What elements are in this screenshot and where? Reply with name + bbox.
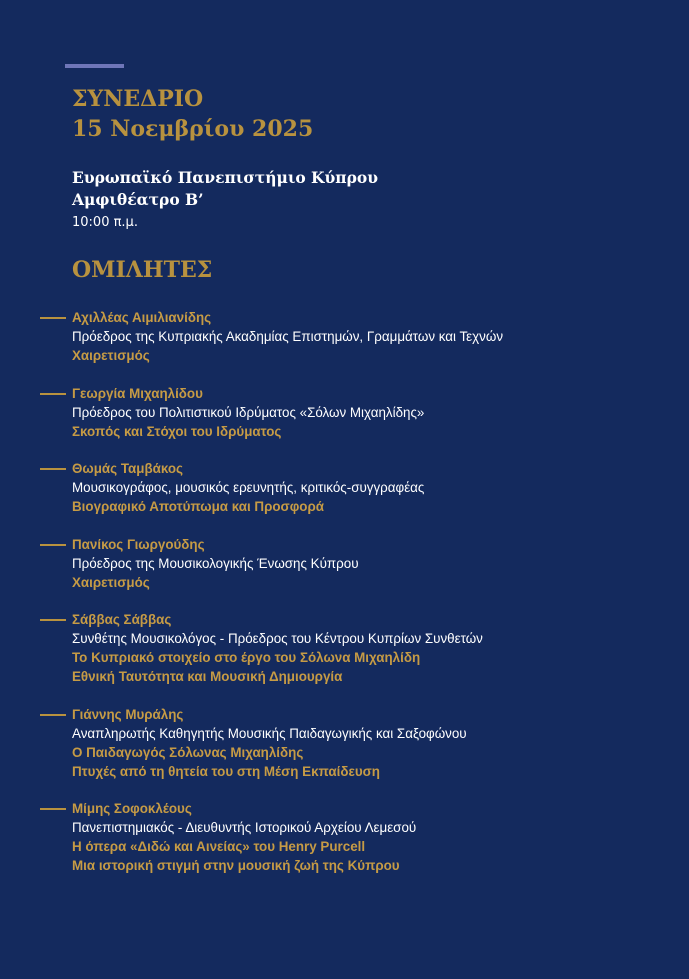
dash-icon xyxy=(40,714,66,716)
speaker-role: Πρόεδρος της Μουσικολογικής Ένωσης Κύπρου xyxy=(72,556,359,571)
speaker-role: Μουσικογράφος, μουσικός ερευνητής, κριτικός-συγγραφέας xyxy=(72,480,425,495)
speaker-entry xyxy=(40,308,680,365)
speaker-role: Συνθέτης Μουσικολόγος - Πρόεδρος του Κέντρου Κυπρίων Συνθετών xyxy=(72,631,483,646)
speaker-topic: Σκοπός και Στόχοι του Ιδρύματος xyxy=(72,424,282,439)
speaker-entry xyxy=(40,535,680,592)
accent-bar xyxy=(65,64,124,68)
speaker-topic: Εθνική Ταυτότητα και Μουσική Δημιουργία xyxy=(72,669,343,684)
speaker-name: Σάββας Σάββας xyxy=(72,612,172,627)
speaker-entry xyxy=(40,459,680,516)
dash-icon xyxy=(40,317,66,319)
speaker-topic: Πτυχές από τη θητεία του στη Μέση Εκπαίδευση xyxy=(72,764,380,779)
dash-icon xyxy=(40,393,66,395)
speaker-topic: Χαιρετισμός xyxy=(72,348,150,363)
speaker-entry xyxy=(40,610,680,686)
speaker-name: Αχιλλέας Αιμιλιανίδης xyxy=(72,310,212,325)
speaker-entry xyxy=(40,705,680,781)
speaker-name: Θωμάς Ταμβάκος xyxy=(72,461,184,476)
speaker-role: Αναπληρωτής Καθηγητής Μουσικής Παιδαγωγικής και Σαξοφώνου xyxy=(72,726,467,741)
conference-title xyxy=(72,84,313,144)
event-time: 10:00 π.μ. xyxy=(72,215,138,230)
conference-date: 15 Νοεμβρίου 2025 xyxy=(72,116,314,142)
title-line-1: ΣΥΝΕΔΡΙΟ xyxy=(72,86,204,112)
speaker-entry xyxy=(40,384,680,441)
dash-icon xyxy=(40,808,66,810)
dash-icon xyxy=(40,468,66,470)
speaker-role: Πρόεδρος του Πολιτιστικού Ιδρύματος «Σόλων Μιχαηλίδης» xyxy=(72,405,425,420)
venue-name: Ευρωπαϊκό Πανεπιστήμιο Κύπρου xyxy=(72,168,379,187)
speaker-role: Πρόεδρος της Κυπριακής Ακαδημίας Επιστημών, Γραμμάτων και Τεχνών xyxy=(72,329,504,344)
speaker-name: Γιάννης Μυράλης xyxy=(72,707,184,722)
dash-icon xyxy=(40,619,66,621)
speaker-topic: Βιογραφικό Αποτύπωμα και Προσφορά xyxy=(72,499,324,514)
speaker-name: Γεωργία Μιχαηλίδου xyxy=(72,386,203,401)
dash-icon xyxy=(40,544,66,546)
speaker-topic: Ο Παιδαγωγός Σόλωνας Μιχαηλίδης xyxy=(72,745,304,760)
speaker-topic: Χαιρετισμός xyxy=(72,575,150,590)
speaker-name: Πανίκος Γιωργούδης xyxy=(72,537,205,552)
venue-room: Αμφιθέατρο Β’ xyxy=(72,190,204,209)
speaker-topic: Το Κυπριακό στοιχείο στο έργο του Σόλωνα Μιχαηλίδη xyxy=(72,650,421,665)
speaker-name: Μίμης Σοφοκλέους xyxy=(72,801,192,816)
speaker-topic: Η όπερα «Διδώ και Αινείας» του Henry Purcell xyxy=(72,839,366,854)
speakers-heading: ΟΜΙΛΗΤΕΣ xyxy=(72,257,213,283)
speaker-role: Πανεπιστημιακός - Διευθυντής Ιστορικού Αρχείου Λεμεσού xyxy=(72,820,417,835)
venue xyxy=(72,167,378,211)
speaker-topic: Μια ιστορική στιγμή στην μουσική ζωή της Κύπρου xyxy=(72,858,400,873)
speaker-entry xyxy=(40,799,680,875)
